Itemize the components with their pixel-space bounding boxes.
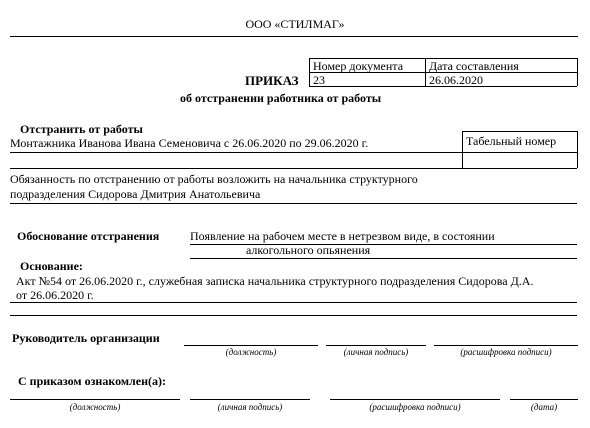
acquainted-label: С приказом ознакомлен(а): (18, 374, 166, 388)
company-underline (10, 36, 578, 37)
duty-line-2: подразделения Сидорова Дмитрия Анатольевича (10, 187, 261, 201)
basis-line-2: от 26.06.2020 г. (16, 288, 94, 302)
doc-date-value: 26.06.2020 (429, 73, 483, 87)
acq-date-line (510, 399, 578, 400)
basis-line-1: Акт №54 от 26.06.2020 г., служебная записка начальника структурного подразделения Сидорова Д.А. (16, 274, 534, 288)
order-title: ПРИКАЗ (245, 73, 299, 88)
suspend-text: Монтажника Иванова Ивана Семеновича с 26.06.2020 по 29.06.2020 г. (10, 136, 369, 150)
head-cap-position: (должность) (225, 347, 277, 357)
doc-number-value: 23 (313, 73, 325, 87)
acq-signature-line (190, 399, 310, 400)
tab-number-label: Табельный номер (466, 134, 557, 148)
doc-number-label: Номер документа (313, 59, 404, 73)
order-subtitle: об отстранении работника от работы (180, 91, 382, 105)
acq-cap-position: (должность) (69, 402, 121, 412)
head-signature-line (326, 345, 426, 346)
reason-label: Обоснование отстранения (17, 229, 160, 243)
head-cap-decoding: (расшифровка подписи) (460, 347, 552, 357)
acq-position-line (10, 399, 180, 400)
duty-line-1: Обязанность по отстранению от работы возложить на начальника структурного (10, 172, 418, 186)
acq-cap-signature: (личная подпись) (217, 402, 283, 412)
head-position-line (184, 345, 318, 346)
company-name: ООО «СТИЛМАГ» (245, 17, 345, 31)
acq-cap-decoding: (расшифровка подписи) (369, 402, 461, 412)
reason-line-2: алкогольного опьянения (246, 243, 371, 257)
head-cap-signature: (личная подпись) (343, 347, 409, 357)
doc-date-label: Дата составления (429, 59, 519, 73)
acq-cap-date: (дата) (530, 402, 558, 412)
reason-line-1: Появление на рабочем месте в нетрезвом виде, в состоянии (190, 229, 495, 243)
acq-decoding-line (330, 399, 500, 400)
basis-label: Основание: (20, 259, 83, 273)
head-label: Руководитель организации (12, 331, 160, 345)
suspend-heading: Отстранить от работы (20, 122, 143, 136)
head-decoding-line (434, 345, 578, 346)
